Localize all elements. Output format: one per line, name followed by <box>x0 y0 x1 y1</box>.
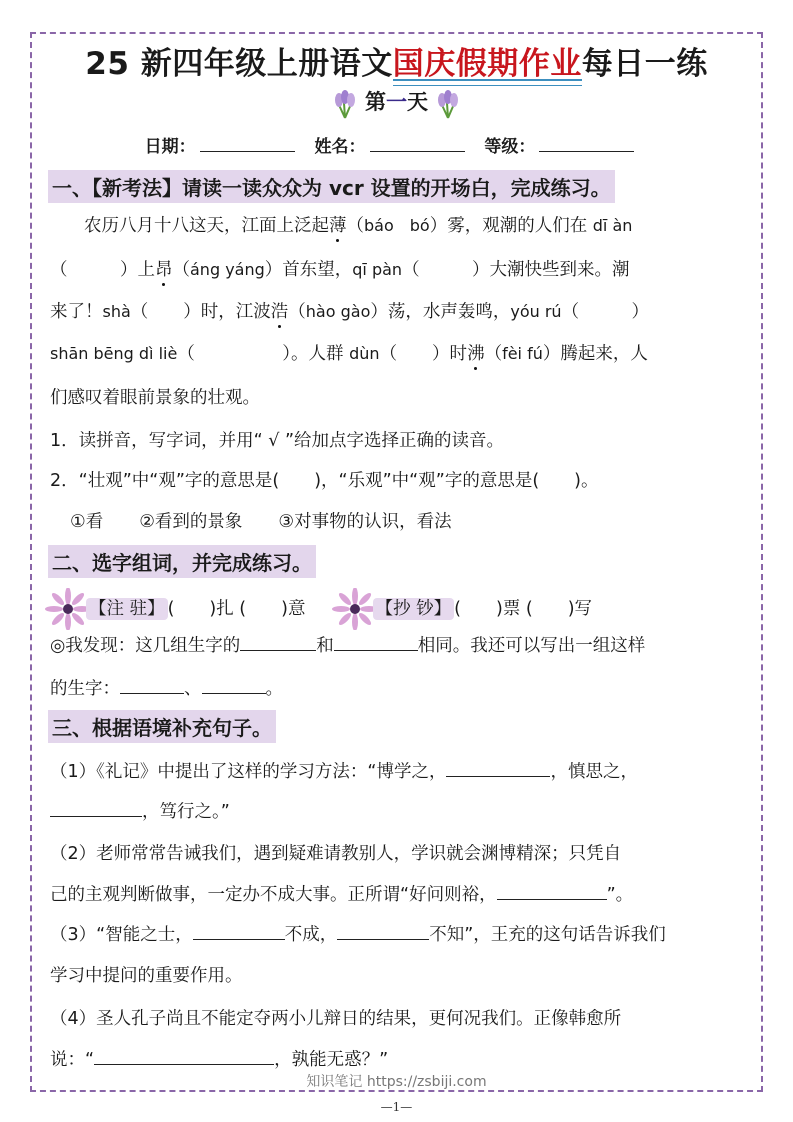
s3-blank-1[interactable] <box>446 760 550 777</box>
title-highlight: 国庆假期作业 <box>392 46 582 82</box>
s3-question-4-cont: 说：“ ，孰能无惑？” <box>50 1050 389 1070</box>
s3-question-2-cont: 己的主观判断做事，一定办不成大事。正所谓“好问则裕， ”。 <box>50 885 634 905</box>
discovery-blank-3[interactable] <box>120 677 184 694</box>
passage-line-3: 来了！shà（ ）时，江波浩（hào gào）荡，水声轰鸣，yóu rú（ ） <box>50 302 650 322</box>
section-1-heading: 一、【新考法】请读一读众众为 vcr 设置的开场白，完成练习。 <box>48 170 615 203</box>
page-title <box>0 38 793 83</box>
day-label <box>0 86 793 119</box>
option-2: ②看到的景象 <box>139 512 243 532</box>
crocus-flower-icon <box>435 89 461 119</box>
s3-blank-4[interactable] <box>193 923 285 940</box>
char-pair-1: 【注 驻】 <box>86 598 168 620</box>
blank-word-1[interactable]: ( )扎 <box>167 599 234 619</box>
watermark: 知识笔记 https://zsbiji.com <box>306 1074 487 1090</box>
char-pair-2: 【抄 钞】 <box>373 598 455 620</box>
section-2-heading: 二、选字组词，并完成练习。 <box>48 545 316 578</box>
discovery-line-1: ◎我发现：这几组生字的 和 相同。我还可以写出一组这样 <box>50 636 646 656</box>
grade-label: 等级： <box>484 137 536 157</box>
s3-blank-2[interactable] <box>50 800 142 817</box>
page-number: —1— <box>380 1100 413 1114</box>
s3-blank-6[interactable] <box>94 1048 274 1065</box>
passage-line-4: shān bēng dì liè（ ）。人群 dùn（ ）时沸（fèi fú）腾起来，人 <box>50 344 648 364</box>
discovery-line-2: 的生字： 、 。 <box>50 679 283 699</box>
title-suffix: 每日一练 <box>581 46 708 82</box>
grade-field[interactable] <box>539 135 634 152</box>
s3-blank-5[interactable] <box>337 923 429 940</box>
discovery-blank-4[interactable] <box>202 677 266 694</box>
s3-question-1-cont: ，笃行之。” <box>50 798 745 823</box>
option-1: ①看 <box>70 512 104 532</box>
s3-blank-3[interactable] <box>497 883 607 900</box>
passage-line-2: （ ）上昂（áng yáng）首东望，qī pàn（ ）大潮快些到来。潮 <box>50 260 630 280</box>
discovery-blank-1[interactable] <box>240 634 316 651</box>
s3-question-3-cont: 学习中提问的重要作用。 <box>50 966 243 986</box>
student-info-row <box>0 132 793 157</box>
blank-word-3[interactable]: ( )票 <box>454 599 521 619</box>
word-choice-row <box>44 588 745 630</box>
blank-word-4[interactable]: ( )写 <box>525 599 593 619</box>
daisy-flower-icon <box>44 588 92 630</box>
blank-word-2[interactable]: ( )意 <box>239 599 306 619</box>
option-3: ③对事物的认识，看法 <box>278 512 452 532</box>
s3-question-2: （2）老师常常告诫我们，遇到疑难请教别人，学识就会渊博精深；只凭自 <box>50 844 622 864</box>
day-suffix: 天 <box>407 89 428 114</box>
date-label: 日期： <box>144 137 196 157</box>
s3-question-3: （3）“智能之士， 不成， 不知”，王充的这句话告诉我们 <box>50 925 666 945</box>
name-field[interactable] <box>370 135 465 152</box>
passage-line-1: 农历八月十八这天，江面上泛起薄（báo bó）雾，观潮的人们在 dī àn <box>84 216 633 236</box>
title-prefix: 25 新四年级上册语文 <box>85 46 393 82</box>
daisy-flower-icon <box>331 588 379 630</box>
date-field[interactable] <box>200 135 295 152</box>
discovery-blank-2[interactable] <box>334 634 418 651</box>
day-number: 一 <box>386 89 407 114</box>
passage-line-5: 们感叹着眼前景象的壮观。 <box>50 388 260 408</box>
crocus-flower-icon <box>332 89 358 119</box>
question-1: 1．读拼音，写字词，并用“ √ ”给加点字选择正确的读音。 <box>50 431 505 451</box>
options-row <box>70 508 745 533</box>
s3-question-1: （1）《礼记》中提出了这样的学习方法：“博学之， ，慎思之， <box>50 762 638 782</box>
section-3-heading: 三、根据语境补充句子。 <box>48 710 276 743</box>
name-label: 姓名： <box>314 137 366 157</box>
question-2: 2．“壮观”中“观”字的意思是( )，“乐观”中“观”字的意思是( )。 <box>50 471 599 491</box>
day-prefix: 第 <box>365 89 386 114</box>
s3-question-4: （4）圣人孔子尚且不能定夺两小儿辩日的结果，更何况我们。正像韩愈所 <box>50 1009 622 1029</box>
